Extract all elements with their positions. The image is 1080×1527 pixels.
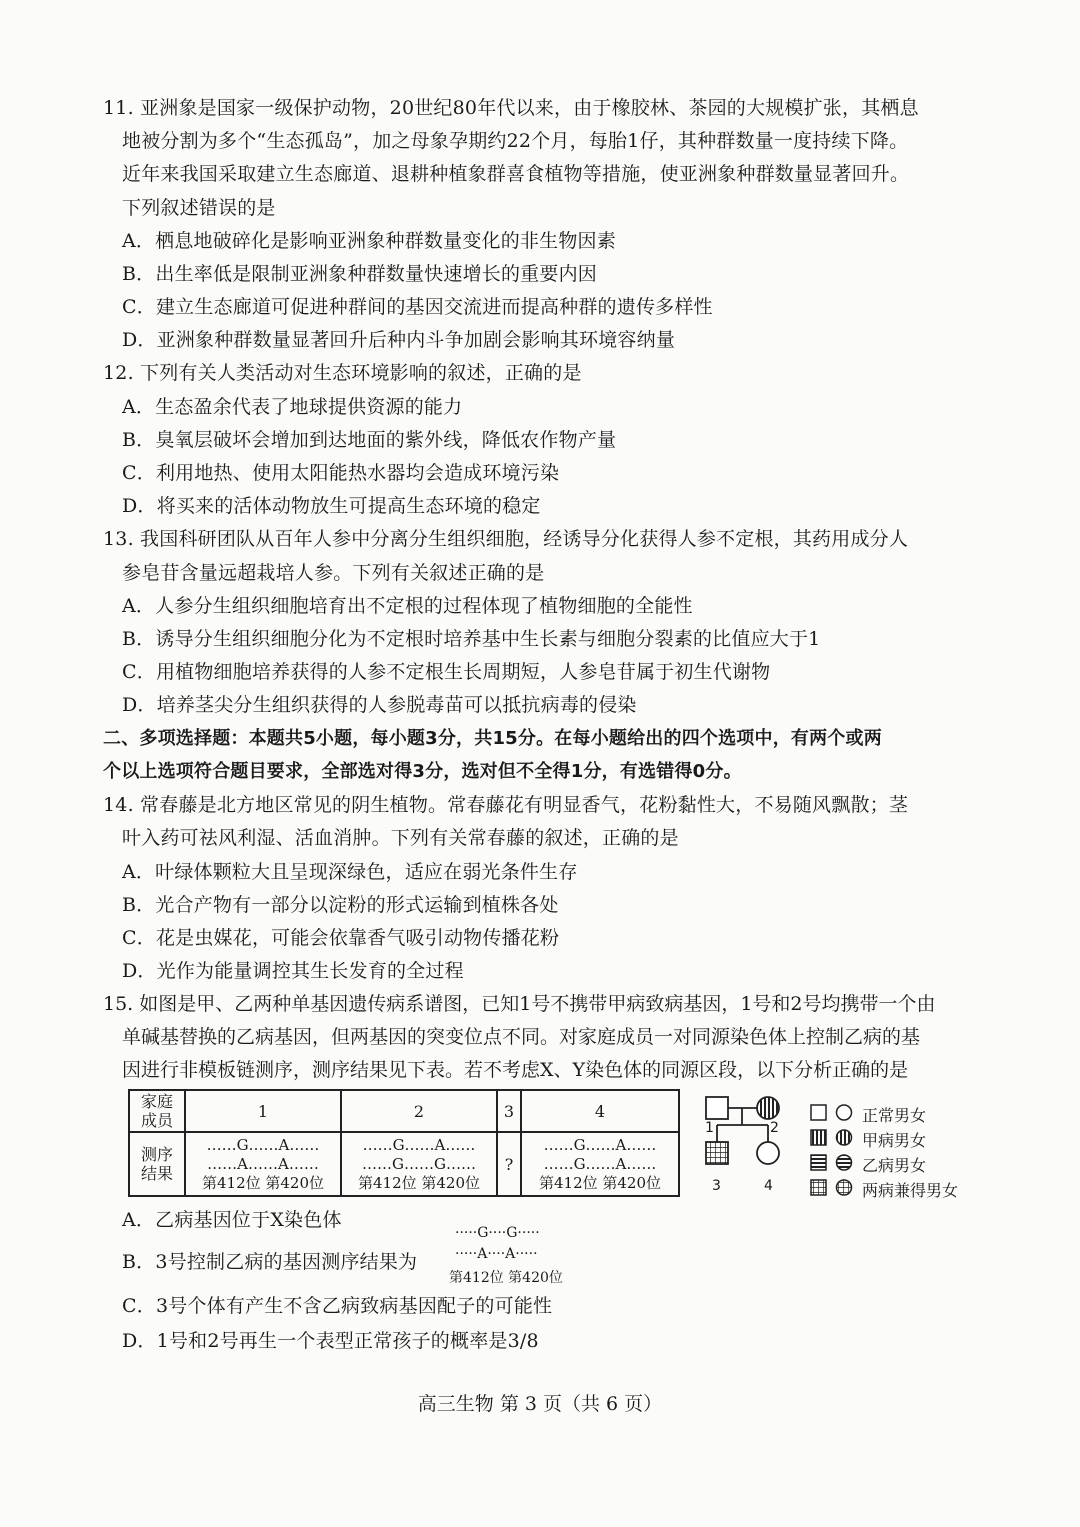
q15-option-c: C．3号个体有产生不含乙病致病基因配子的可能性	[122, 1295, 553, 1317]
legend-jia-label: 甲病男女	[862, 1131, 927, 1150]
pedigree-individual-1	[706, 1097, 728, 1119]
q13-option-d: D．培养茎尖分生组织获得的人参脱毒苗可以抵抗病毒的侵染	[122, 694, 637, 716]
member-4-positions: 第412位 第420位	[538, 1173, 662, 1192]
legend-normal-male-symbol	[811, 1105, 826, 1120]
member-2-header: 2	[341, 1090, 497, 1132]
q11-option-b: B．出生率低是限制亚洲象种群数量快速增长的重要内因	[122, 263, 597, 285]
legend-both-label: 两病兼得男女	[862, 1181, 959, 1200]
member-4-header: 4	[521, 1090, 679, 1132]
q15-option-b-positions: 第412位 第420位	[449, 1270, 563, 1286]
pedigree-individual-4	[757, 1142, 779, 1164]
member-2-seq-top: ……G……A……	[362, 1135, 476, 1154]
q14-option-a: A．叶绿体颗粒大且呈现深绿色，适应在弱光条件生存	[122, 861, 578, 883]
member-1-positions: 第412位 第420位	[201, 1173, 325, 1192]
q14-option-d: D．光作为能量调控其生长发育的全过程	[122, 960, 464, 982]
q14-option-b: B．光合产物有一部分以淀粉的形式运输到植株各处	[122, 894, 559, 916]
member-2-seq-bottom: ……G……G……	[362, 1154, 476, 1173]
member-1-result	[185, 1132, 341, 1196]
pedigree-legend-symbols	[808, 1102, 858, 1198]
member-3-result: ?	[497, 1132, 521, 1196]
legend-jia-female-symbol	[837, 1130, 852, 1145]
legend-both-male-symbol	[811, 1180, 826, 1195]
section2-heading-line-2: 个以上选项符合题目要求，全部选对得3分，选对但不全得1分，有选错得0分。	[103, 761, 742, 782]
member-1-seq-top: ……G……A……	[206, 1135, 320, 1154]
q11-option-c: C．建立生态廊道可促进种群间的基因交流进而提高种群的遗传多样性	[122, 296, 713, 318]
member-4-seq-bottom: ……G……A……	[543, 1154, 657, 1173]
legend-yi-female-symbol	[837, 1155, 852, 1170]
q15-stem-line-3: 因进行非模板链测序，测序结果见下表。若不考虑X、Y染色体的同源区段，以下分析正确的是	[122, 1059, 909, 1081]
q15-option-a: A．乙病基因位于X染色体	[122, 1209, 342, 1231]
q12-stem: 12. 下列有关人类活动对生态环境影响的叙述，正确的是	[103, 362, 582, 384]
q11-option-d: D．亚洲象种群数量显著回升后种内斗争加剧会影响其环境容纳量	[122, 329, 676, 351]
legend-normal-label: 正常男女	[862, 1106, 927, 1125]
q13-option-b: B．诱导分生组织细胞分化为不定根时培养基中生长素与细胞分裂素的比值应大于1	[122, 628, 821, 650]
q15-option-b-seq-bottom: ·····A····A·····	[455, 1246, 538, 1262]
q12-option-b: B．臭氧层破坏会增加到达地面的紫外线，降低农作物产量	[122, 429, 617, 451]
q13-option-c: C．用植物细胞培养获得的人参不定根生长周期短，人参皂苷属于初生代谢物	[122, 661, 771, 683]
q12-option-d: D．将买来的活体动物放生可提高生态环境的稳定	[122, 495, 541, 517]
pedigree-individual-2	[757, 1097, 779, 1119]
member-1-seq-bottom: ……A……A……	[207, 1154, 319, 1173]
q11-stem-line-4: 下列叙述错误的是	[122, 197, 276, 219]
page-footer: 高三生物 第 3 页（共 6 页）	[417, 1393, 663, 1415]
legend-yi-male-symbol	[811, 1155, 826, 1170]
q13-option-a: A．人参分生组织细胞培育出不定根的过程体现了植物细胞的全能性	[122, 595, 693, 617]
sequencing-table	[128, 1089, 680, 1197]
table-header-label: 家庭成员	[129, 1090, 185, 1132]
q13-stem-line-1: 13. 我国科研团队从百年人参中分离分生组织细胞，经诱导分化获得人参不定根，其药用成分人	[103, 528, 909, 550]
pedigree-label-3: 3	[712, 1178, 721, 1194]
q15-stem-line-2: 单碱基替换的乙病基因，但两基因的突变位点不同。对家庭成员一对同源染色体上控制乙病的基	[122, 1026, 921, 1048]
member-2-positions: 第412位 第420位	[357, 1173, 481, 1192]
legend-yi-label: 乙病男女	[862, 1156, 927, 1175]
pedigree-label-2: 2	[770, 1120, 779, 1136]
q11-stem-line-3: 近年来我国采取建立生态廊道、退耕种植象群喜食植物等措施，使亚洲象种群数量显著回升。	[122, 163, 910, 185]
q14-option-c: C．花是虫媒花，可能会依靠香气吸引动物传播花粉	[122, 927, 560, 949]
q15-option-b: B．3号控制乙病的基因测序结果为	[122, 1251, 418, 1273]
q15-option-d: D．1号和2号再生一个表型正常孩子的概率是3/8	[122, 1330, 539, 1352]
pedigree-individual-3	[706, 1142, 728, 1164]
legend-normal-female-symbol	[837, 1105, 852, 1120]
pedigree-label-4: 4	[764, 1178, 773, 1194]
q12-option-c: C．利用地热、使用太阳能热水器均会造成环境污染	[122, 462, 560, 484]
member-4-result	[521, 1132, 679, 1196]
q14-stem-line-2: 叶入药可祛风利湿、活血消肿。下列有关常春藤的叙述，正确的是	[122, 827, 679, 849]
q11-stem-line-2: 地被分割为多个“生态孤岛”，加之母象孕期约22个月，每胎1仔，其种群数量一度持续下降。	[122, 130, 909, 152]
legend-jia-male-symbol	[811, 1130, 826, 1145]
section2-heading-line-1: 二、多项选择题：本题共5小题，每小题3分，共15分。在每小题给出的四个选项中，有两个或两	[103, 728, 882, 749]
pedigree-chart	[700, 1092, 792, 1192]
q11-option-a: A．栖息地破碎化是影响亚洲象种群数量变化的非生物因素	[122, 230, 616, 252]
q13-stem-line-2: 参皂苷含量远超栽培人参。下列有关叙述正确的是	[122, 562, 545, 584]
member-4-seq-top: ……G……A……	[543, 1135, 657, 1154]
table-row-label: 测序结果	[129, 1132, 185, 1196]
member-1-header: 1	[185, 1090, 341, 1132]
q15-option-b-seq-top: ·····G····G·····	[455, 1225, 540, 1241]
q12-option-a: A．生态盈余代表了地球提供资源的能力	[122, 396, 463, 418]
member-3-header: 3	[497, 1090, 521, 1132]
legend-both-female-symbol	[837, 1180, 852, 1195]
q14-stem-line-1: 14. 常春藤是北方地区常见的阴生植物。常春藤花有明显香气，花粉黏性大，不易随风飘散；茎	[103, 794, 909, 816]
member-2-result	[341, 1132, 497, 1196]
q15-stem-line-1: 15. 如图是甲、乙两种单基因遗传病系谱图，已知1号不携带甲病致病基因，1号和2号均携带一个由	[103, 993, 936, 1015]
pedigree-label-1: 1	[705, 1120, 714, 1136]
q11-stem-line-1: 11. 亚洲象是国家一级保护动物，20世纪80年代以来，由于橡胶林、茶园的大规模扩张，其栖息	[103, 97, 919, 119]
